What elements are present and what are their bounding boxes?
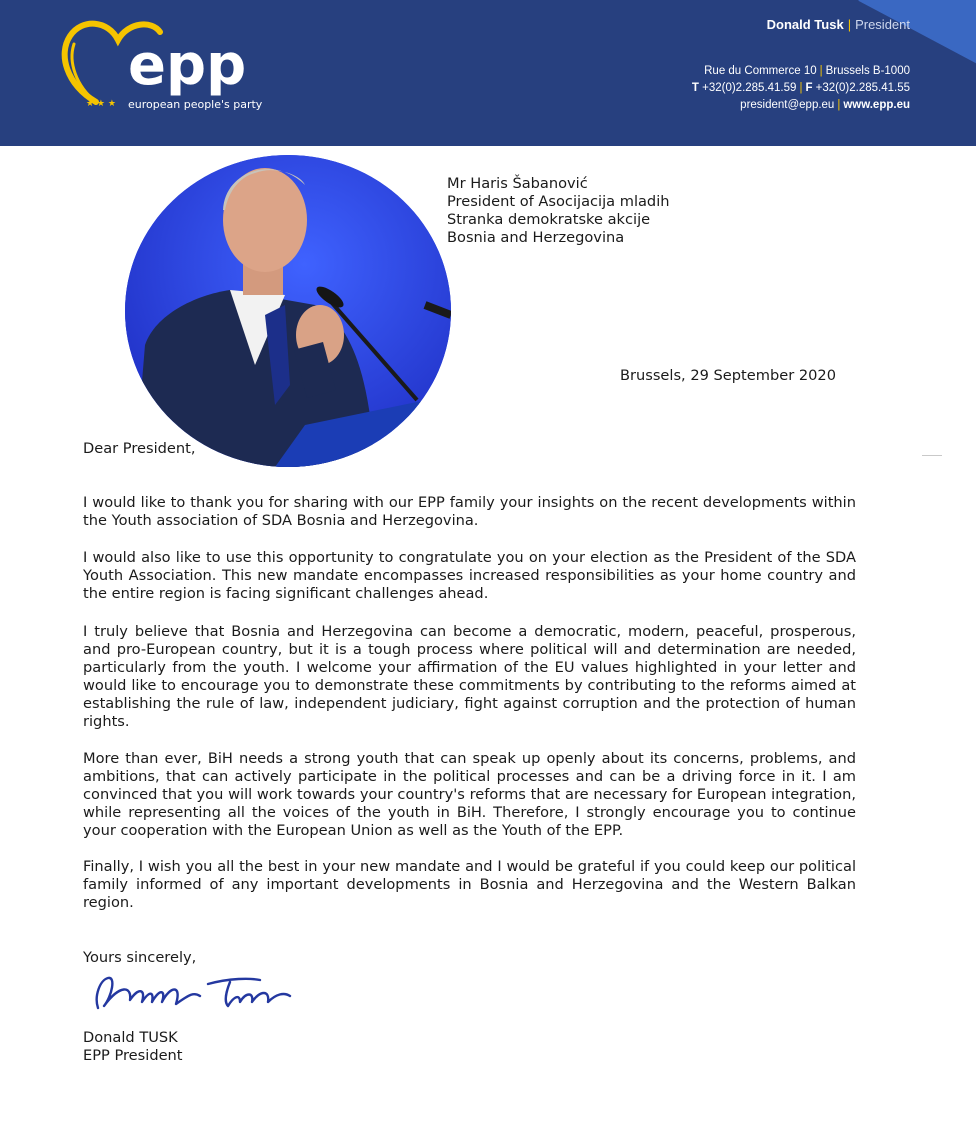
fax-label: F [805, 82, 813, 94]
contact-phones: T +32(0)2.285.41.59 | F +32(0)2.285.41.55 [691, 82, 910, 94]
speaker-portrait-image [125, 155, 451, 467]
letterhead [0, 0, 976, 146]
signer-name: Donald TUSK [83, 1029, 178, 1046]
contact-address: Rue du Commerce 10 | Brussels B-1000 [704, 65, 910, 77]
handwritten-signature [90, 966, 300, 1022]
letterhead-accent-stripe [858, 0, 976, 71]
separator: | [847, 17, 852, 32]
signature-image [90, 966, 300, 1022]
fax-number: +32(0)2.285.41.55 [815, 82, 910, 94]
paragraph-4: More than ever, BiH needs a strong youth that can speak up openly about its concerns, problems, and ambitions, that can actively participate in the political processes and can be a driving force in it. I am convinced that you will work towards your country's reforms that are necessary for European integration, while representing all the voices of the youth in BiH. Therefore, I strongly encourage you to continue your cooperation with the European Union as well as the Youth of the EPP. [83, 750, 856, 839]
epp-logo-wordmark: epp [128, 33, 247, 98]
letterhead-president [767, 17, 910, 32]
letterhead-contact [692, 63, 910, 114]
contact-web: president@epp.eu | www.epp.eu [740, 99, 910, 111]
president-name: Donald Tusk [766, 17, 844, 32]
website-link[interactable]: www.epp.eu [843, 99, 910, 111]
phone-label: T [691, 82, 699, 94]
epp-logo-subtitle: european people's party [128, 98, 263, 111]
signer-title: EPP President [83, 1047, 183, 1064]
email-link[interactable]: president@epp.eu [740, 99, 835, 111]
signer-block [83, 1029, 183, 1065]
phone-number: +32(0)2.285.41.59 [702, 82, 797, 94]
recipient-name: Mr Haris Šabanović [447, 175, 588, 192]
epp-logo [56, 14, 266, 114]
paragraph-3: I truly believe that Bosnia and Herzegovina can become a democratic, modern, peaceful, prosperous, and pro-European country, but it is a tough process where political will and determination are needed, particularly from the youth. I welcome your affirmation of the EU values highlighted in your letter and would like to encourage you to demonstrate these commitments by contributing to the reforms aimed at establishing the rule of law, independent judiciary, fight against corruption and the protection of human rights. [83, 623, 856, 730]
speaker-photo [125, 155, 451, 467]
greeting: Dear President, [83, 440, 196, 457]
recipient-address [447, 175, 670, 247]
paragraph-5: Finally, I wish you all the best in your new mandate and I would be grateful if you could keep our political family informed of any important developments in Bosnia and Herzegovina and the Western Balkan region. [83, 858, 856, 911]
margin-mark [922, 455, 942, 456]
paragraph-2: I would also like to use this opportunity to congratulate you on your election as the President of the SDA Youth Association. This new mandate encompasses increased responsibilities as your home country and the entire region is facing significant challenges ahead. [83, 549, 856, 602]
president-title: President [855, 17, 910, 32]
recipient-organisation: Stranka demokratske akcije [447, 211, 651, 228]
address-city: Brussels B-1000 [825, 65, 910, 77]
letter-date: Brussels, 29 September 2020 [619, 367, 836, 384]
svg-text:★ ★ ★: ★ ★ ★ [86, 99, 116, 109]
recipient-role: President of Asocijacija mladih [447, 193, 670, 210]
paragraph-1: I would like to thank you for sharing with our EPP family your insights on the recent developments within the Youth association of SDA Bosnia and Herzegovina. [83, 494, 856, 529]
recipient-country: Bosnia and Herzegovina [447, 229, 625, 246]
closing-salutation: Yours sincerely, [83, 949, 197, 966]
address-street: Rue du Commerce 10 [704, 65, 817, 77]
